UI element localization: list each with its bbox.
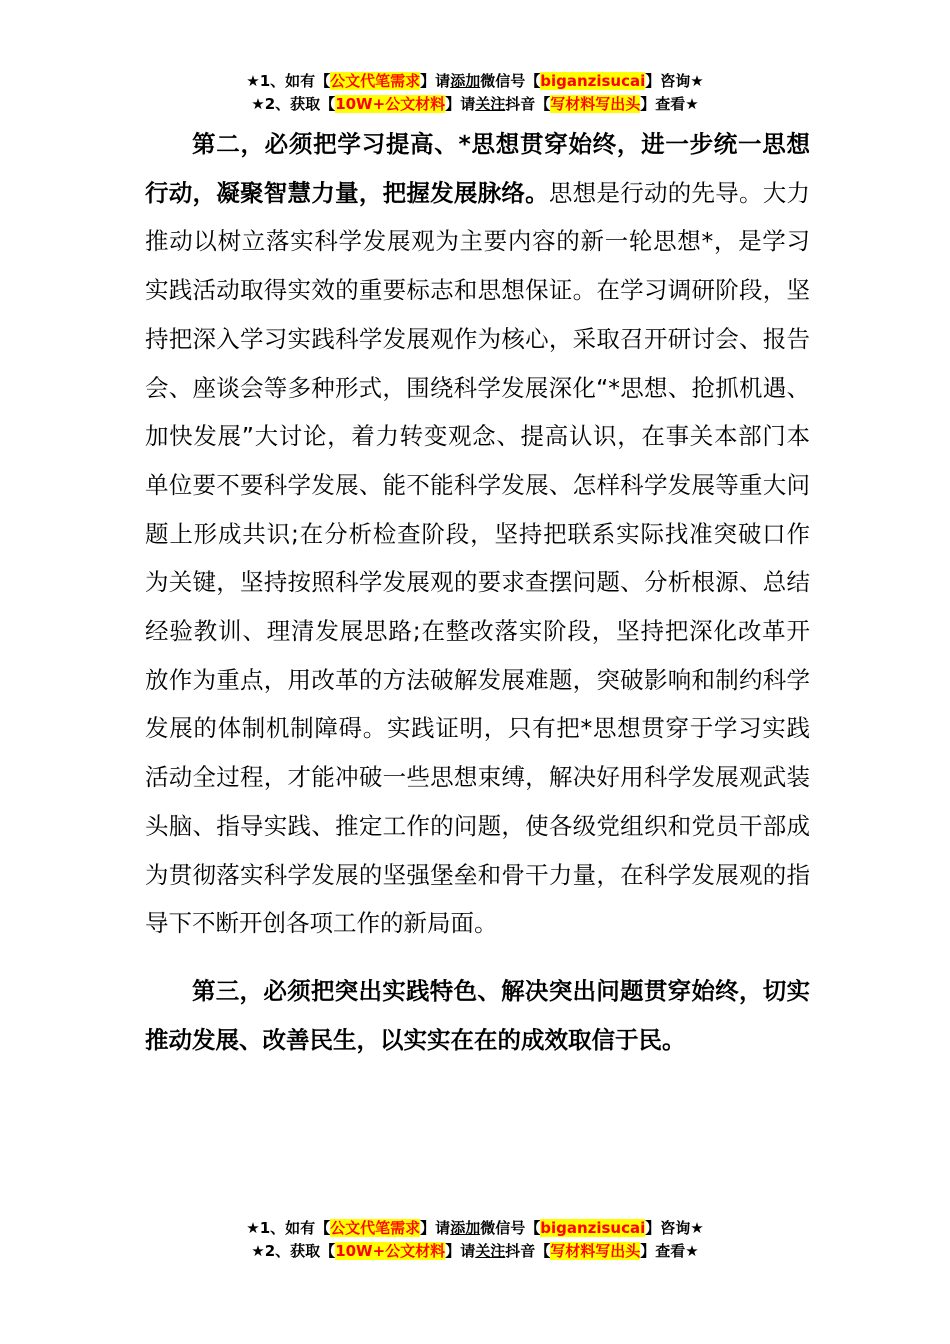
banner-text: 】请 <box>445 95 476 113</box>
banner-line-1 <box>0 70 950 93</box>
banner-highlight: 10W+公文材料 <box>335 1242 446 1260</box>
banner-highlight: biganzisucai <box>540 1219 646 1237</box>
banner-highlight: 写材料写出头 <box>550 1242 641 1260</box>
banner-underline: 添加 <box>450 1219 481 1237</box>
banner-text: ★1、如有【 <box>246 1219 331 1237</box>
banner-underline: 添加 <box>450 72 481 90</box>
banner-highlight: biganzisucai <box>540 72 646 90</box>
banner-text: 】咨询★ <box>645 1219 704 1237</box>
banner-text: 】查看★ <box>640 95 699 113</box>
footer-banner <box>0 1217 950 1263</box>
paragraph-third <box>145 967 810 1064</box>
banner-highlight: 写材料写出头 <box>550 95 641 113</box>
banner-text: 】请 <box>445 1242 476 1260</box>
banner-text: 抖音【 <box>505 95 551 113</box>
banner-text: 微信号【 <box>480 72 541 90</box>
banner-line-2 <box>0 93 950 116</box>
banner-highlight: 公文代笔需求 <box>330 1219 421 1237</box>
paragraph-lead: 第二，必须把学习提高、*思想贯穿始终，进一步统一思想行动，凝聚智慧力量，把握发展脉络。 <box>145 130 810 207</box>
banner-underline: 关注 <box>475 95 506 113</box>
banner-underline: 关注 <box>475 1242 506 1260</box>
banner-text: 微信号【 <box>480 1219 541 1237</box>
banner-highlight: 公文代笔需求 <box>330 72 421 90</box>
banner-text: 抖音【 <box>505 1242 551 1260</box>
banner-text: 】请 <box>420 72 451 90</box>
banner-text: 】咨询★ <box>645 72 704 90</box>
banner-text: 】查看★ <box>640 1242 699 1260</box>
banner-text: ★2、获取【 <box>251 95 336 113</box>
banner-text: ★2、获取【 <box>251 1242 336 1260</box>
banner-line-1 <box>0 1217 950 1240</box>
banner-highlight: 10W+公文材料 <box>335 95 446 113</box>
document-body <box>145 120 810 1064</box>
banner-line-2 <box>0 1240 950 1263</box>
header-banner <box>0 70 950 116</box>
paragraph-lead: 第三，必须把突出实践特色、解决突出问题贯穿始终，切实推动发展、改善民生，以实实在在的成效取信于民。 <box>145 976 810 1054</box>
paragraph-text: 思想是行动的先导。大力推动以树立落实科学发展观为主要内容的新一轮思想*，是学习实践活动取得实效的重要标志和思想保证。在学习调研阶段，坚持把深入学习实践科学发展观作为核心，采取召开研讨会、报告会、座谈会等多种形式，围绕科学发展深化“*思想、抢抓机遇、加快发展”大讨论，着力转变观念、提高认识，在事关本部门本单位要不要科学发展、能不能科学发展、怎样科学发展等重大问题上形成共识;在分析检查阶段，坚持把联系实际找准突破口作为关键，坚持按照科学发展观的要求查摆问题、分析根源、总结经验教训、理清发展思路;在整改落实阶段，坚持把深化改革开放作为重点，用改革的方法破解发展难题，突破影响和制约科学发展的体制机制障碍。实践证明，只有把*思想贯穿于学习实践活动全过程，才能冲破一些思想束缚，解决好用科学发展观武装头脑、指导实践、推定工作的问题，使各级党组织和党员干部成为贯彻落实科学发展的坚强堡垒和骨干力量，在科学发展观的指导下不断开创各项工作的新局面。 <box>145 178 811 938</box>
paragraph-second <box>145 120 810 948</box>
banner-text: ★1、如有【 <box>246 72 331 90</box>
banner-text: 】请 <box>420 1219 451 1237</box>
